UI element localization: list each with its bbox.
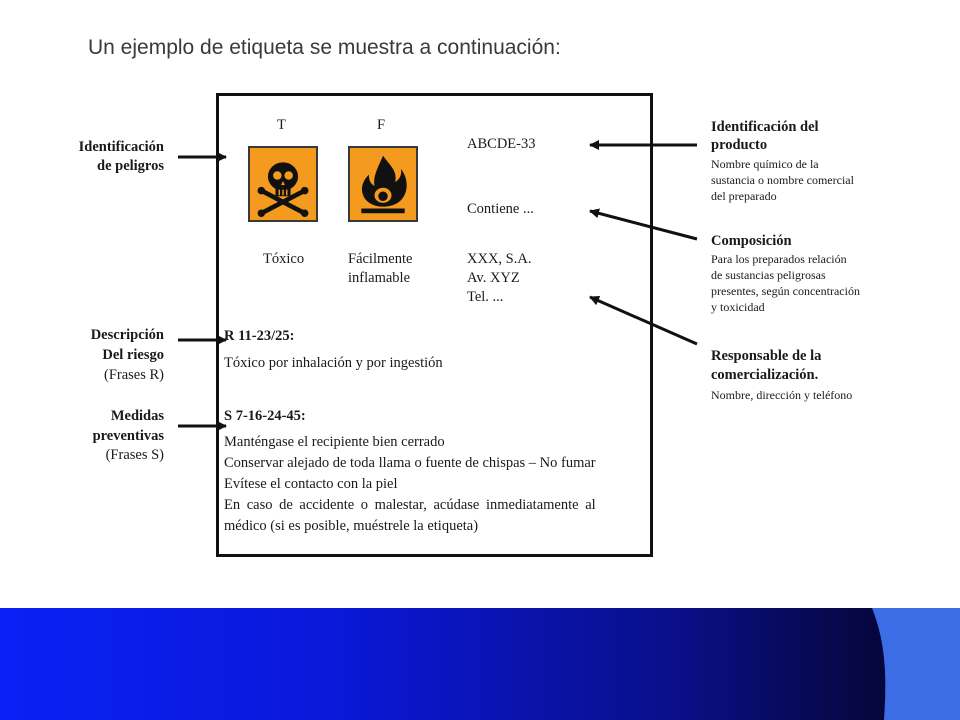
- symbol-f-caption-2: inflamable: [348, 270, 411, 286]
- s-line: médico (si es posible, muéstrele la etiqueta): [224, 518, 479, 534]
- composition-title: Composición: [711, 233, 792, 249]
- composition-desc: de sustancias peligrosas: [711, 268, 826, 282]
- s-line: Evítese el contacto con la piel: [224, 476, 398, 492]
- intro-text: Un ejemplo de etiqueta se muestra a continuación:: [88, 36, 561, 59]
- product-desc: sustancia o nombre comercial: [711, 173, 854, 187]
- s-line: Manténgase el recipiente bien cerrado: [224, 434, 445, 450]
- symbol-f-letter: F: [377, 117, 386, 133]
- risk-label-2: Del riesgo: [102, 347, 164, 363]
- product-title-1: Identificación del: [711, 119, 819, 135]
- arrow-composition: [590, 211, 697, 239]
- product-desc: Nombre químico de la: [711, 157, 819, 171]
- footer-band: [0, 608, 960, 720]
- responsible-desc: Nombre, dirección y teléfono: [711, 388, 853, 402]
- company-phone: Tel. ...: [467, 289, 504, 305]
- composition-desc: Para los preparados relación: [711, 252, 847, 266]
- responsible-title-1: Responsable de la: [711, 348, 822, 364]
- s-line: En caso de accidente o malestar, acúdase inmediatamente al: [224, 497, 596, 513]
- prevent-label-3: (Frases S): [105, 447, 164, 463]
- prevent-label-1: Medidas: [110, 408, 164, 424]
- contains-text: Contiene ...: [467, 201, 534, 217]
- r-code: R 11-23/25:: [224, 328, 295, 344]
- product-desc: del preparado: [711, 189, 777, 203]
- footer-tab: [872, 608, 960, 720]
- responsible-title-2: comercialización.: [711, 367, 819, 383]
- composition-desc: presentes, según concentración: [711, 284, 860, 298]
- composition-desc: y toxicidad: [711, 300, 765, 314]
- company-address: Av. XYZ: [467, 270, 520, 286]
- s-line: Conservar alejado de toda llama o fuente de chispas – No fumar: [224, 455, 596, 471]
- hazards-label-2: de peligros: [97, 158, 164, 174]
- symbol-t-caption: Tóxico: [263, 251, 305, 267]
- product-title-2: producto: [711, 137, 768, 153]
- r-text: Tóxico por inhalación y por ingestión: [224, 355, 443, 371]
- risk-label-1: Descripción: [90, 327, 164, 343]
- s-code: S 7-16-24-45:: [224, 408, 306, 424]
- symbol-t-letter: T: [277, 117, 286, 133]
- hazards-label-1: Identificación: [78, 139, 164, 155]
- company-name: XXX, S.A.: [467, 251, 532, 267]
- product-id: ABCDE-33: [467, 136, 536, 152]
- arrow-responsible: [590, 297, 697, 344]
- risk-label-3: (Frases R): [103, 367, 164, 383]
- symbol-f-caption-1: Fácilmente: [348, 251, 413, 267]
- prevent-label-2: preventivas: [92, 428, 164, 444]
